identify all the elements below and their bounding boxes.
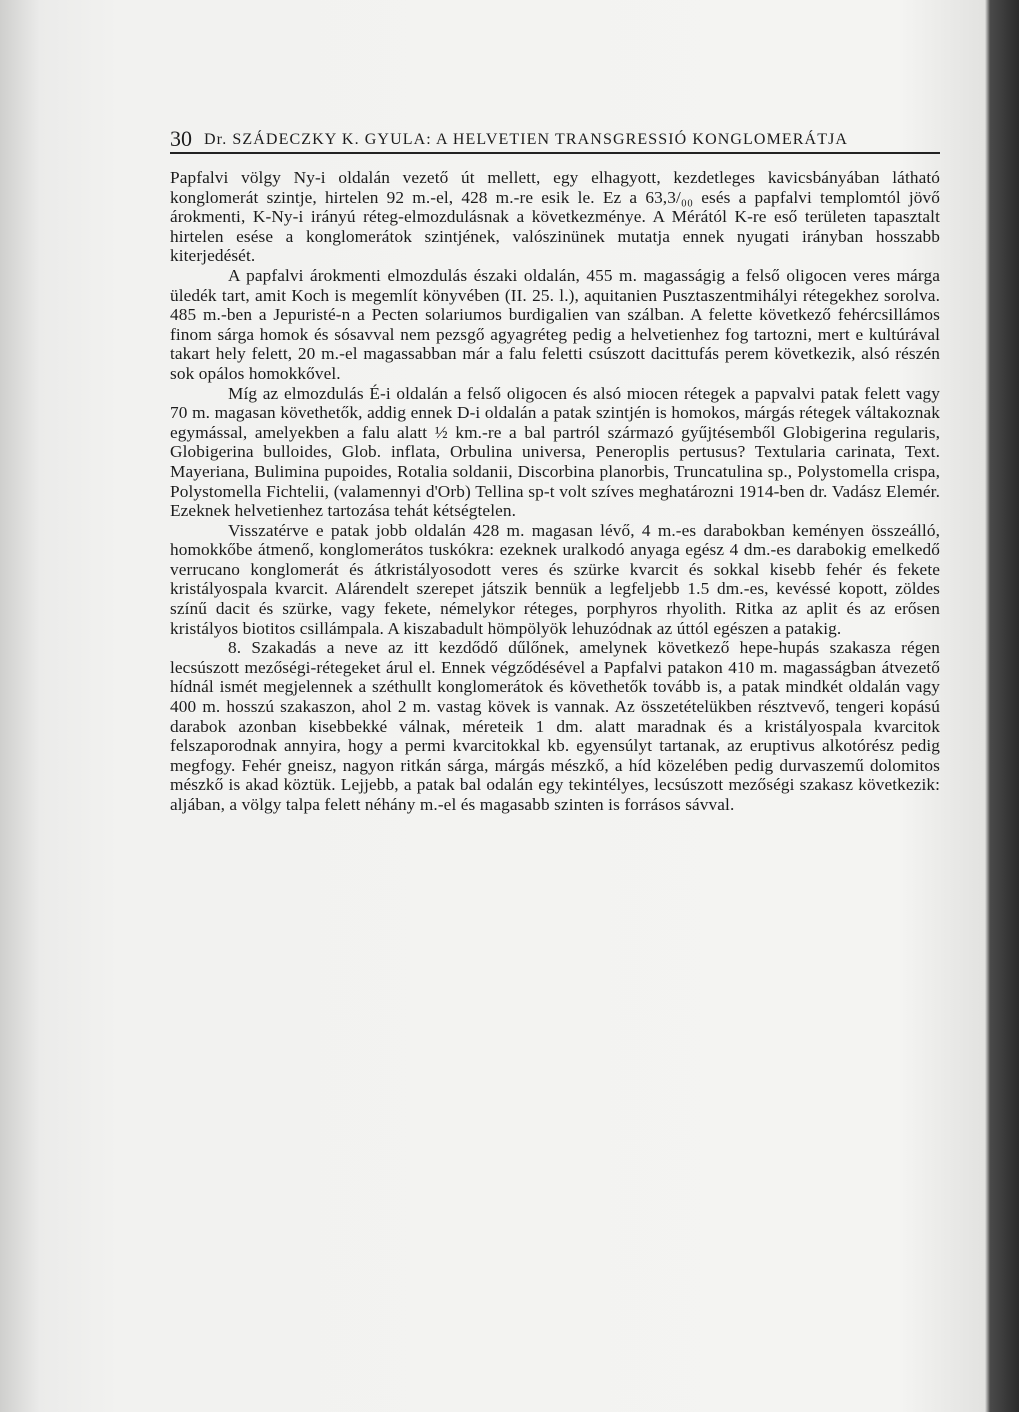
- paragraph-4: Visszatérve e patak jobb oldalán 428 m. magasan lévő, 4 m.-es darabokban keményen összeálló, homokkőbe átmenő, konglomerátos tuskókra: ezeknek uralkodó anyaga egész 4 dm.-es darabokig emelkedő verrucano konglomerát és átkristályosodott veres és szürke kvarcit és sokkal kisebb fehér és fekete kristályospala kvarcit. Alárendelt szerepet játszik bennük a legfeljebb 1.5 dm.-es, kevéssé kopott, zöldes színű dacit és szürke, vagy fekete, némelykor réteges, porphyros rhyolith. Ritka az aplit és az erősen kristályos biotitos csillámpala. A kiszabadult hömpölyök lehuzódnak az úttól egészen a patakig.: [170, 520, 940, 638]
- document-page: [170, 122, 940, 815]
- paragraph-5: 8. Szakadás a neve az itt kezdődő dűlőnek, amelynek következő hepe-hupás szakasza régen lecsúszott mezőségi-rétegeket árul el. Ennek végződésével a Papfalvi patakon 410 m. magasságban átvezető hídnál ismét megjelennek a széthullt konglomerátok és követhetők tovább is, a patak mindkét oldalán vagy 400 m. hosszú szakaszon, ahol 2 m. vastag kövek is vannak. Az összetételükben résztvevő, tengeri kopású darabok azonban kisebbekké válnak, méreteik 1 dm. alatt maradnak és a kristályospala kvarcitok felszaporodnak annyira, hogy a permi kvarcitokkal kb. egyensúlyt tartanak, az eruptivus alkotórész pedig megfogy. Fehér gneisz, nagyon ritkán sárga, márgás mészkő, a híd közelében pedig durvaszemű dolomitos mészkő is akad köztük. Lejjebb, a patak bal odalán egy tekintélyes, lecsúszott mezőségi szakasz következik: aljában, a völgy talpa felett néhány m.-el és magasabb szinten is forrásos sávval.: [170, 638, 940, 814]
- paragraph-2: A papfalvi árokmenti elmozdulás északi oldalán, 455 m. magasságig a felső oligocen veres márga üledék tart, amit Koch is megemlít könyvében (II. 25. l.), aquitanien Pusztaszentmihályi rétegekhez sorolva. 485 m.-ben a Jepuristé-n a Pecten solariumos burdigalien van szálban. A felette következő fehércsillámos finom sárga homok és sósavval nem pezsgő agyagréteg pedig a helvetienhez fog tartozni, mert e kultúrával takart hely felett, 20 m.-el magassabban már a falu feletti csúszott dacittufás perem következik, alsó részén sok opálos homokkővel.: [170, 265, 940, 383]
- paragraph-1: Papfalvi völgy Ny-i oldalán vezető út mellett, egy elhagyott, kezdetleges kavicsbányában látható konglomerát szintje, hirtelen 92 m.-el, 428 m.-re esik le. Ez a 63,3/₀₀ esés a papfalvi templomtól jövő árokmenti, K-Ny-i irányú réteg-elmozdulásnak a következménye. A Mérától K-re eső területen tapasztalt hirtelen esése a konglomerátok szintjének, valószinünek mutatja ennek nyugati irányban hosszabb kiterjedését.: [170, 168, 940, 266]
- page-number: 30: [170, 126, 192, 151]
- body-text: [170, 168, 940, 815]
- paragraph-3: Míg az elmozdulás É-i oldalán a felső oligocen és alsó miocen rétegek a papvalvi patak felett vagy 70 m. magasan követhetők, addig ennek D-i oldalán a patak szintjén is homokos, márgás rétegek váltakoznak egymással, amelyekben a falu alatt ½ km.-re a bal partról származó gyűjtésemből Globigerina regularis, Globigerina bulloides, Glob. inflata, Orbulina universa, Peneroplis pertusus? Textularia carinata, Text. Mayeriana, Bulimina pupoides, Rotalia soldanii, Discorbina planorbis, Truncatulina sp., Polystomella crispa, Polystomella Fichtelii, (valamennyi d'Orb) Tellina sp-t volt szíves meghatározni 1914-ben dr. Vadász Elemér. Ezeknek helvetienhez tartozása tehát kétségtelen.: [170, 383, 940, 521]
- running-head: Dr. SZÁDECZKY K. GYULA: A HELVETIEN TRANSGRESSIÓ KONGLOMERÁTJA: [204, 131, 849, 148]
- page-header: [170, 122, 940, 154]
